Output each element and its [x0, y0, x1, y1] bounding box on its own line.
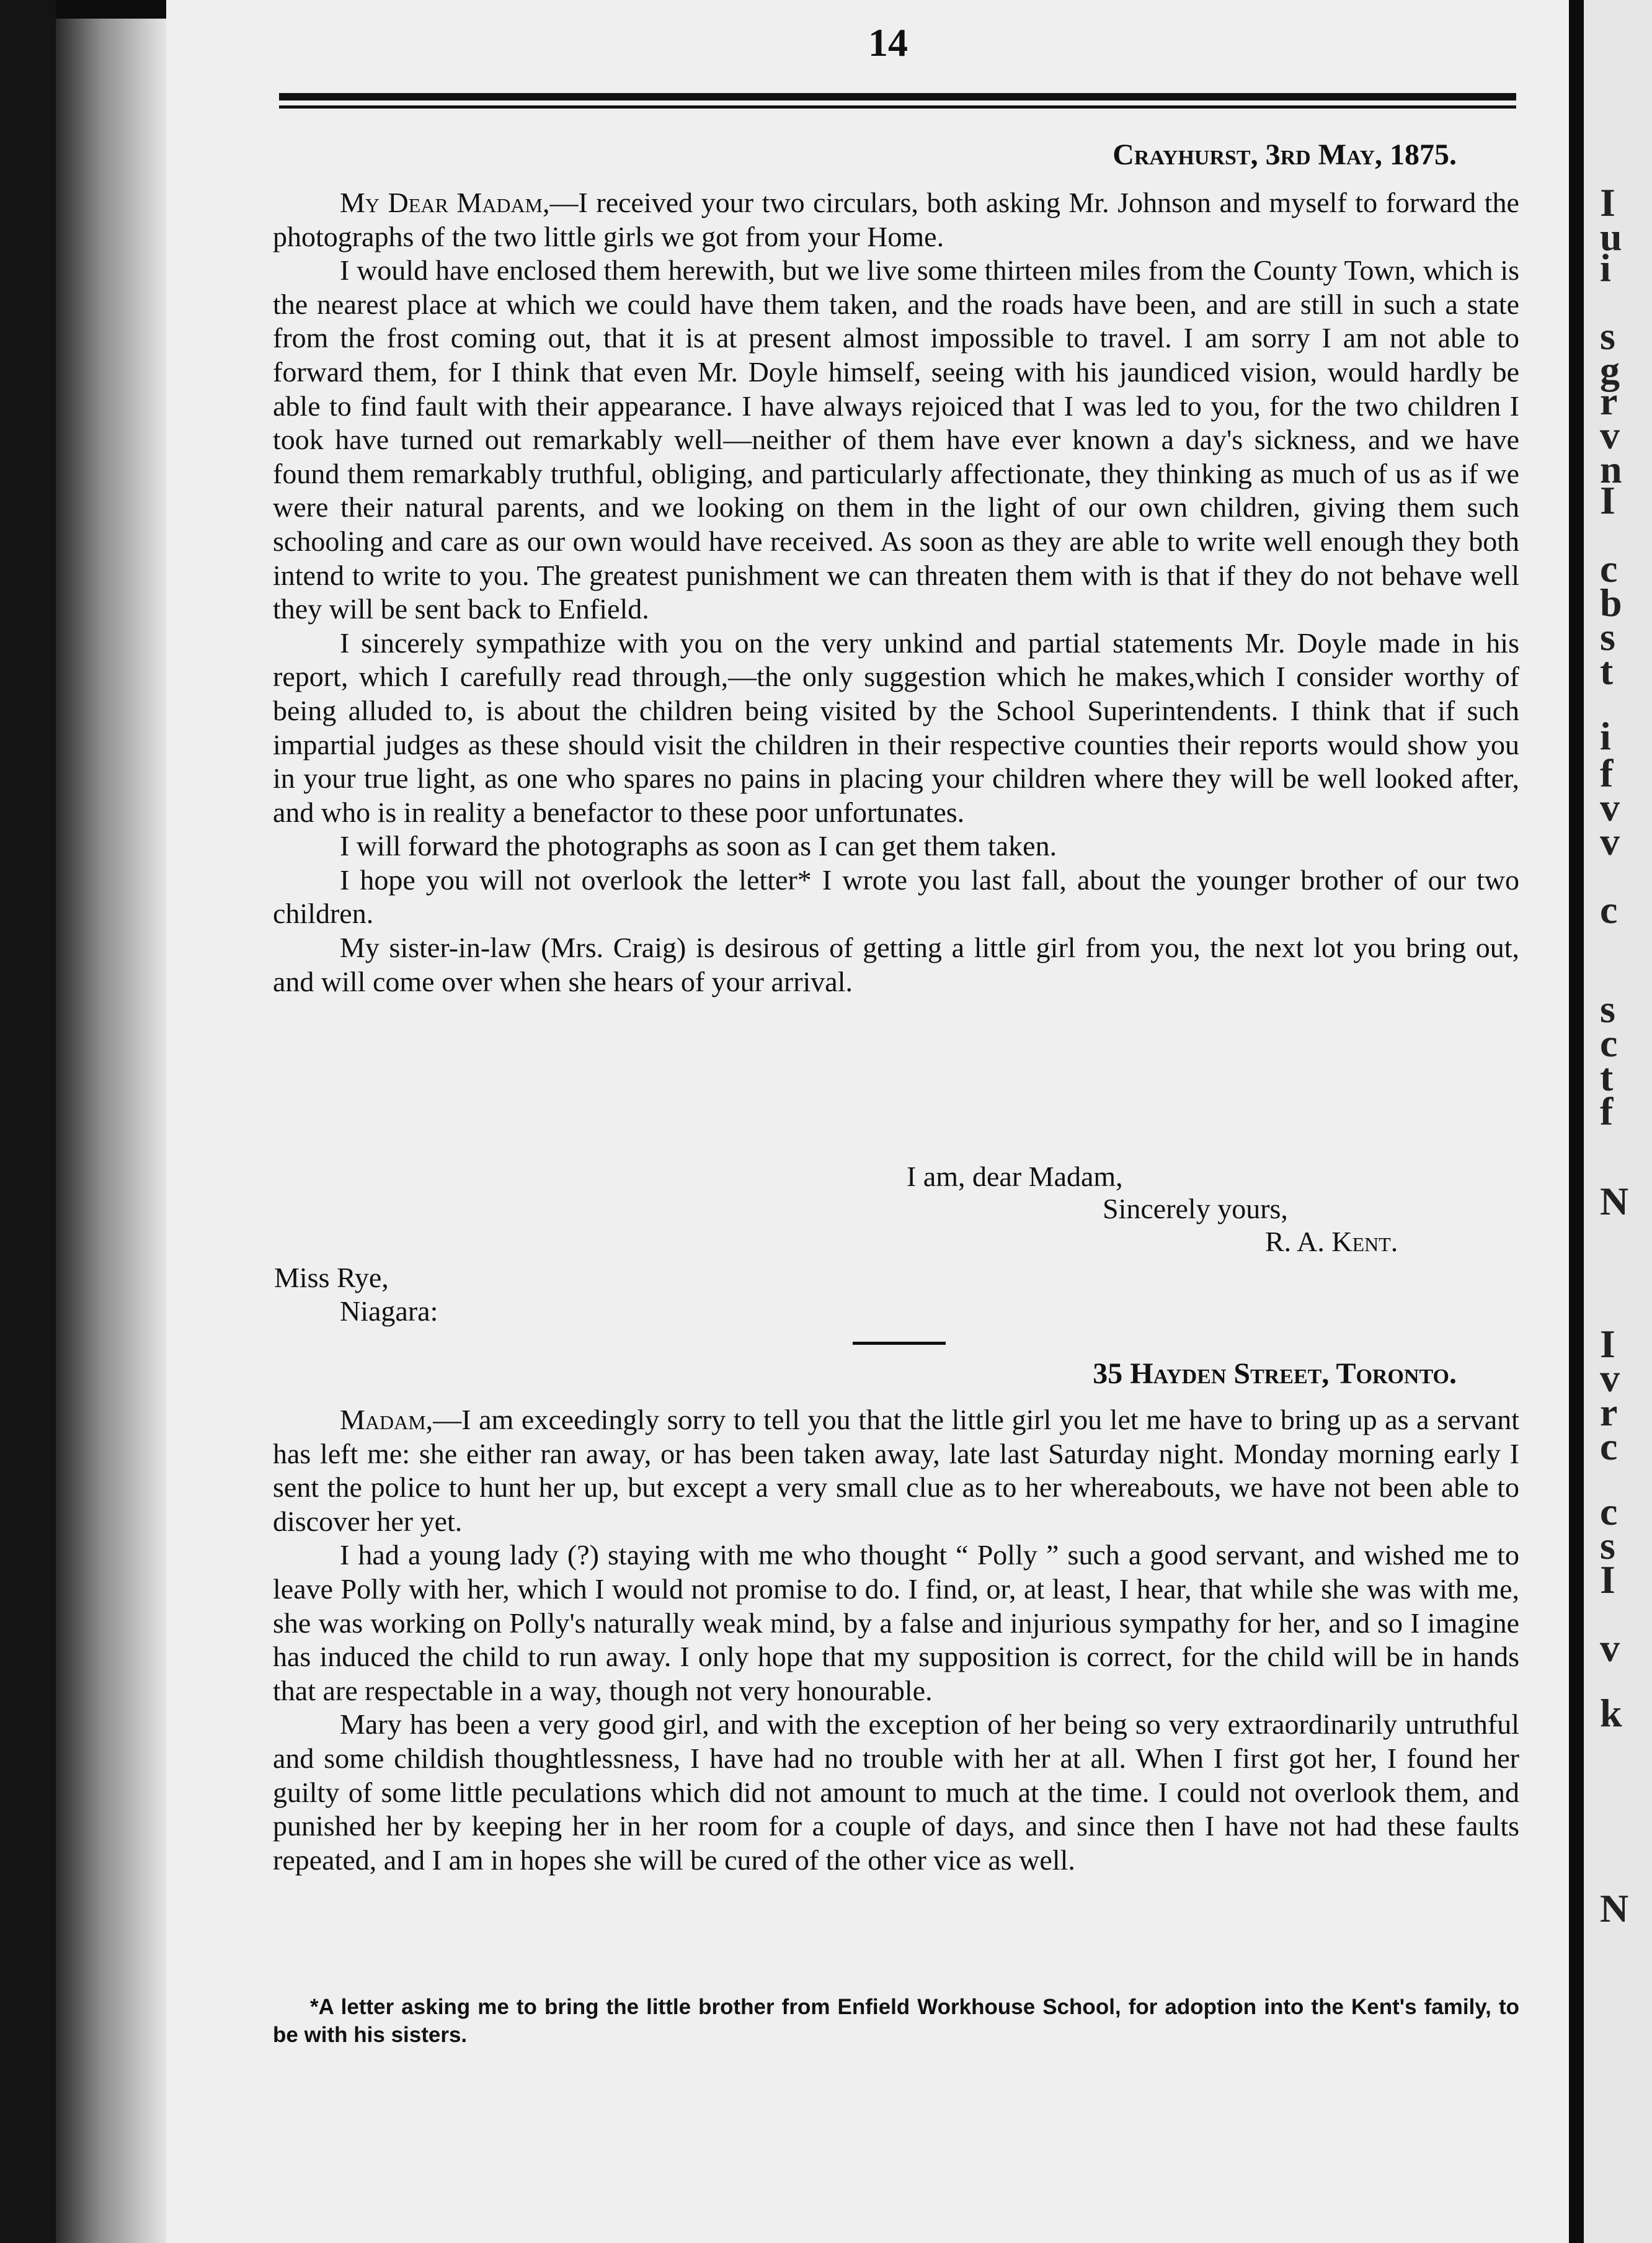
adjacent-page-letter: N — [1600, 1886, 1629, 1930]
letter1-paragraph: My sister-in-law (Mrs. Craig) is desirous of getting a little girl from you, the next lot you bring out, and will come over when she hears of your arrival. — [273, 932, 1519, 997]
adjacent-page-letter: c — [1600, 1021, 1618, 1065]
adjacent-page-letter: s — [1600, 314, 1615, 358]
adjacent-page-letter: c — [1600, 1489, 1618, 1533]
letter1-paragraph: I sincerely sympathize with you on the very unkind and partial statements Mr. Doyle made in his report, which I carefully read through,—the only suggestion which he makes,which I consider worthy of being alluded to, is about the children being visited by the School Superintendents. I think that if such impartial judges as these should visit the children in their respective counties their reports would show you in your true light, as one who spares no pains in placing your children where they will be well looked after, and who is in reality a benefactor to these poor unfortunates. — [273, 627, 1519, 828]
adjacent-page-letter: v — [1600, 819, 1620, 863]
adjacent-page-letter: I — [1600, 1322, 1615, 1366]
adjacent-page-letter: c — [1600, 1424, 1618, 1468]
letter1-address-line2: Niagara: — [340, 1295, 438, 1327]
adjacent-page-letter: r — [1600, 379, 1618, 423]
adjacent-page-letter: k — [1600, 1691, 1622, 1735]
adjacent-page-letter: v — [1600, 1356, 1620, 1400]
page-separator — [1575, 0, 1584, 2243]
adjacent-page-letter: i — [1600, 246, 1611, 290]
letter1-paragraph: I will forward the photographs as soon as I can get them taken. — [340, 830, 1057, 862]
letter2-dateline: 35 Hayden Street, Toronto. — [1093, 1357, 1457, 1390]
letter2-paragraph — [273, 1403, 1519, 1538]
adjacent-page-letter: g — [1600, 348, 1620, 392]
letter2-body — [273, 1403, 1519, 1877]
adjacent-page-letter: r — [1600, 1390, 1618, 1434]
letter1-address-line1: Miss Rye, — [274, 1262, 389, 1293]
adjacent-page-letter: I — [1600, 478, 1615, 522]
adjacent-page-letter: s — [1600, 615, 1615, 659]
adjacent-page-letter: c — [1600, 546, 1618, 591]
footnote — [273, 1993, 1519, 2049]
adjacent-page-letter: N — [1600, 1179, 1629, 1223]
adjacent-page-letter: v — [1600, 1626, 1620, 1670]
adjacent-page-letter: s — [1600, 1523, 1615, 1567]
letter1-body — [273, 186, 1519, 999]
adjacent-page-letter: s — [1600, 987, 1615, 1031]
page-number: 14 — [868, 20, 908, 65]
adjacent-page-letter: u — [1600, 215, 1622, 259]
adjacent-page-letter: t — [1600, 1055, 1614, 1099]
adjacent-page-letter: n — [1600, 447, 1622, 491]
letter2-salutation: Madam, — [340, 1404, 433, 1435]
adjacent-page-letter: c — [1600, 888, 1618, 932]
letter1-paragraph-text: —I received your two circulars, both asking Mr. Johnson and myself to forward the photographs of the two little girls we got from your Home. — [273, 187, 1519, 252]
letter1-closing-line2: Sincerely yours, — [1103, 1193, 1288, 1224]
scan-left-border — [0, 0, 56, 2243]
letter2-paragraph: Mary has been a very good girl, and with the exception of her being so very extraordinarily untruthful and some childish thoughtlessness, I have had no trouble with her at all. When I first got her, I found her guilty of some little peculations which did not amount to much at the time. I could not overlook them, and punished her by keeping her in her room for a couple of days, and since then I have not had these faults repeated, and I am in hopes she will be cured of the other vice as well. — [273, 1708, 1519, 1876]
book-gutter — [56, 19, 167, 2243]
letter-separator — [853, 1342, 946, 1345]
adjacent-page-letter: f — [1600, 751, 1614, 795]
letter1-paragraph: I would have enclosed them herewith, but we live some thirteen miles from the County Town, which is the nearest place at which we could have them taken, and the roads have been, and are still in such a state from the frost coming out, that it is at present almost impossible to travel. I am sorry I am not able to forward them, for I think that even Mr. Doyle himself, seeing with his jaundiced vision, would hardly be able to find fault with their appearance. I have always rejoiced that I was led to you, for the two children I took have turned out remarkably well—neither of them have ever known a day's sickness, and we have found them remarkably truthful, obliging, and particularly affectionate, they thinking as much of us as if we were their natural parents, and we looking on them in the light of our own children, giving them such schooling and care as our own would have received. As soon as they are able to write well enough they both intend to write to you. The greatest punishment we can threaten them with is that if they do not behave well they will be sent back to Enfield. — [273, 254, 1519, 625]
letter1-salutation: My Dear Madam, — [340, 187, 550, 218]
adjacent-page-edge — [1575, 0, 1652, 2243]
letter1-paragraph — [273, 186, 1519, 254]
letter1-closing-line1: I am, dear Madam, — [907, 1161, 1123, 1192]
adjacent-page-letter: I — [1600, 181, 1615, 225]
footnote-text: *A letter asking me to bring the little brother from Enfield Workhouse School, for adoption into the Kent's family, to be with his sisters. — [273, 1995, 1519, 2047]
adjacent-page-letter: I — [1600, 1558, 1615, 1602]
adjacent-page-letter: b — [1600, 581, 1622, 625]
header-rule-thin — [279, 105, 1516, 109]
letter1-dateline: Crayhurst, 3rd May, 1875. — [1112, 138, 1457, 171]
adjacent-page-letter: f — [1600, 1089, 1614, 1133]
adjacent-page-letter: t — [1600, 649, 1614, 693]
letter1-paragraph: I hope you will not overlook the letter* I wrote you last fall, about the younger brother of our two children. — [273, 863, 1519, 930]
letter1-signature: R. A. Kent. — [1265, 1226, 1398, 1257]
adjacent-page-letter: v — [1600, 785, 1620, 829]
letter2-paragraph-text: —I am exceedingly sorry to tell you that the little girl you let me have to bring up as a servant has left me: she either ran away, or has been taken away, late last Saturday night. Monday morning early I sent the police to hunt her up, but except a very small clue as to her whereabouts, we have not been able to discover her yet. — [273, 1404, 1519, 1537]
letter2-paragraph: I had a young lady (?) staying with me who thought “ Polly ” such a good servant, and wished me to leave Polly with her, which I would not promise to do. I find, or, at least, I hear, that while she was with me, she was working on Polly's naturally weak mind, by a false and injurious sympathy for her, and so I imagine has induced the child to run away. I only hope that my supposition is correct, for the child will be in hands that are respectable in a way, though not very honourable. — [273, 1539, 1519, 1706]
adjacent-page-letter: v — [1600, 413, 1620, 457]
adjacent-page-letter: i — [1600, 714, 1611, 758]
header-rule-thick — [279, 93, 1516, 100]
